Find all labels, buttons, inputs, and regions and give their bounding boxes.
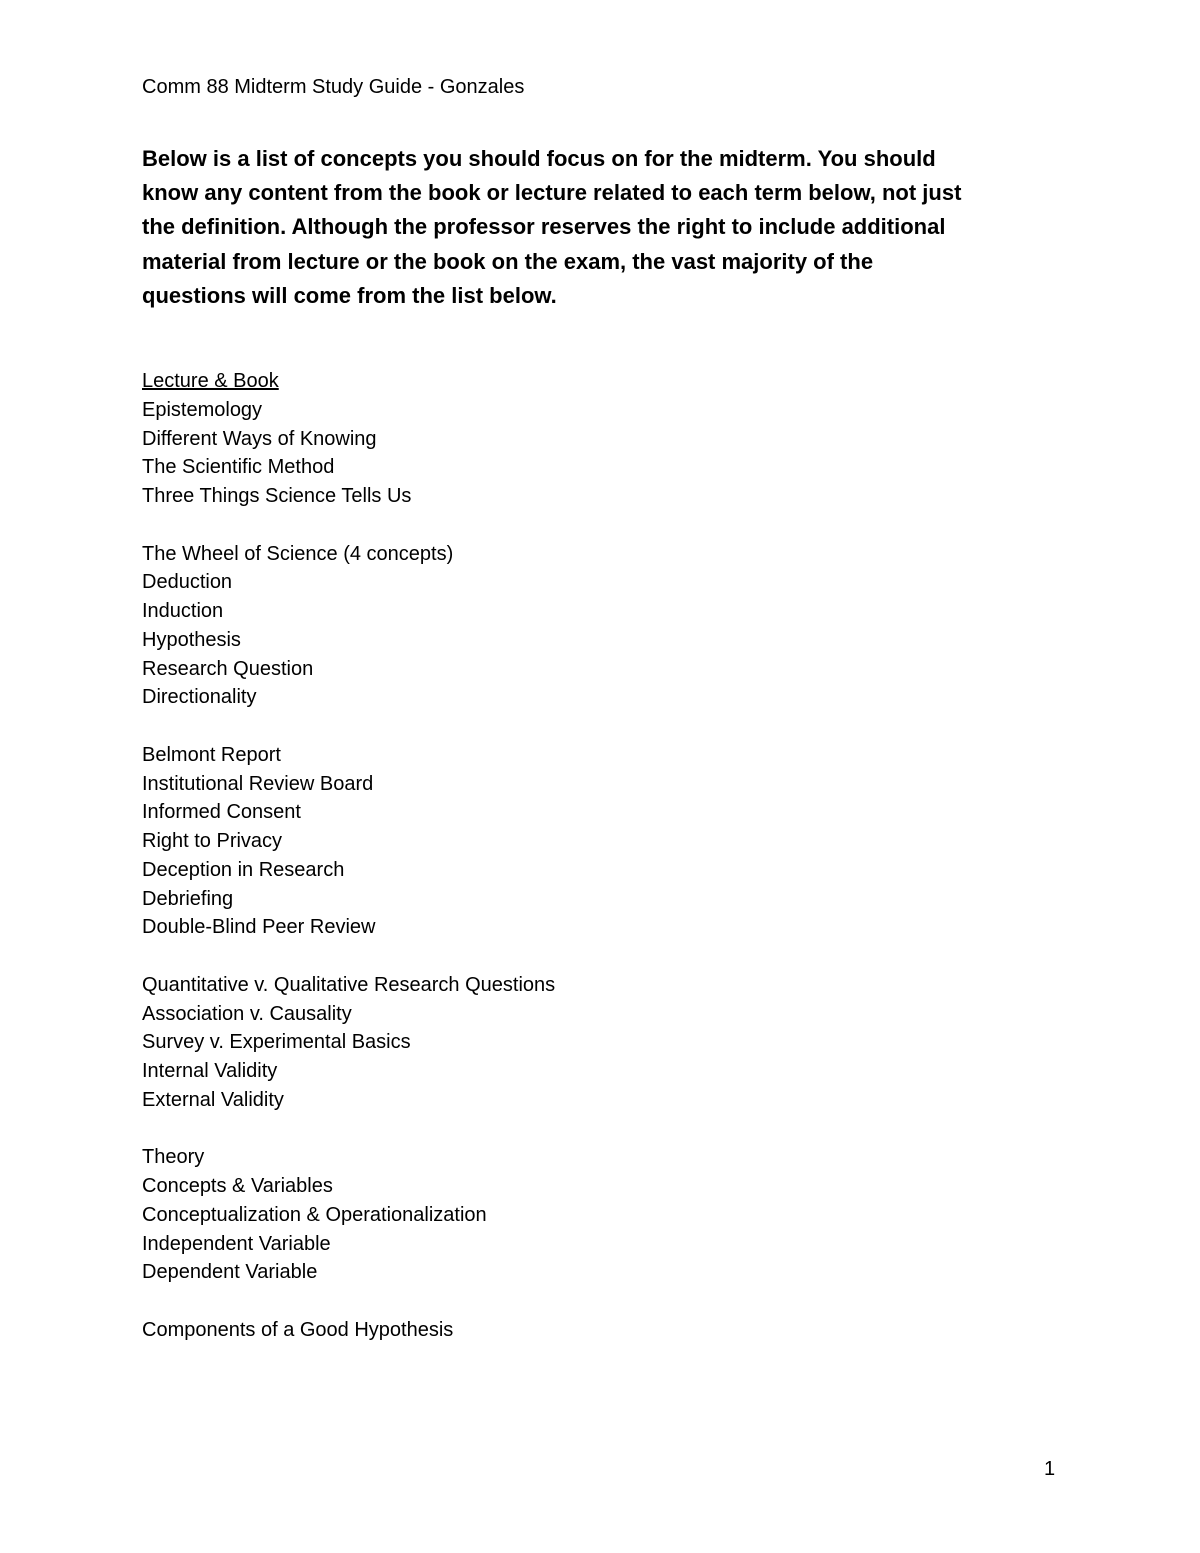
concept-group-foundations (142, 396, 1042, 511)
list-item: The Scientific Method (142, 456, 335, 479)
list-heading: Lecture & Book (142, 370, 279, 392)
intro-line: material from lecture or the book on the exam, the vast majority of the (142, 248, 874, 274)
list-item: Survey v. Experimental Basics (142, 1031, 411, 1054)
list-item: External Validity (142, 1088, 284, 1111)
concept-group-ethics (142, 741, 1042, 942)
list-item: Quantitative v. Qualitative Research Questions (142, 973, 556, 996)
list-item: Induction (142, 600, 224, 622)
list-item: Association v. Causality (142, 1002, 352, 1025)
list-item: Debriefing (142, 887, 234, 910)
list-item: Right to Privacy (142, 830, 283, 852)
list-item: Internal Validity (142, 1060, 278, 1082)
page-number: 1 (1044, 1458, 1056, 1480)
concept-group-hypothesis (142, 1316, 1042, 1345)
list-item: Three Things Science Tells Us (142, 485, 412, 507)
list-item: Deduction (142, 571, 233, 594)
list-item: Independent Variable (142, 1232, 331, 1255)
list-item: The Wheel of Science (4 concepts) (142, 542, 454, 565)
list-item: Concepts & Variables (142, 1175, 333, 1197)
intro-line: Below is a list of concepts you should focus on for the midterm. You should (142, 146, 936, 171)
concept-group-wheel-of-science (142, 540, 1042, 713)
list-item: Institutional Review Board (142, 772, 374, 795)
list-item: Different Ways of Knowing (142, 427, 377, 450)
list-item: Epistemology (142, 398, 263, 421)
intro-paragraph (142, 142, 1072, 313)
concept-group-research-design (142, 971, 1042, 1115)
list-item: Hypothesis (142, 628, 241, 651)
list-item: Deception in Research (142, 858, 345, 881)
concept-list (142, 367, 1042, 1373)
document-header: Comm 88 Midterm Study Guide - Gonzales (142, 76, 525, 98)
list-item: Directionality (142, 686, 257, 709)
list-item: Dependent Variable (142, 1261, 318, 1284)
intro-line: know any content from the book or lecture related to each term below, not just (142, 180, 962, 206)
concept-group-theory-variables (142, 1143, 1042, 1287)
list-item: Informed Consent (142, 801, 301, 824)
list-item: Double-Blind Peer Review (142, 916, 376, 939)
list-item: Components of a Good Hypothesis (142, 1318, 454, 1341)
intro-line: questions will come from the list below. (142, 282, 557, 308)
list-item: Conceptualization & Operationalization (142, 1203, 487, 1226)
list-item: Research Question (142, 657, 314, 680)
intro-line: the definition. Although the professor reserves the right to include additional (142, 214, 946, 240)
list-item: Belmont Report (142, 743, 281, 766)
list-item: Theory (142, 1146, 205, 1169)
